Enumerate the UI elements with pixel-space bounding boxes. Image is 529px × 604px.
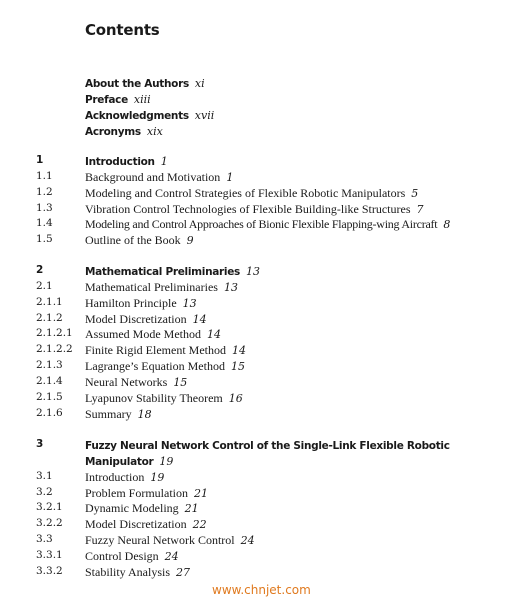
section-number: 1.1 — [36, 169, 53, 182]
section-row[interactable] — [36, 548, 529, 564]
front-matter-item[interactable] — [85, 75, 214, 91]
page-number: 1 — [226, 170, 234, 184]
section-title: Assumed Mode Method — [85, 327, 201, 342]
section-title: Lyapunov Stability Theorem — [85, 390, 223, 405]
section-title: Background and Motivation — [85, 169, 221, 184]
section-number: 1.2 — [36, 185, 53, 198]
page-number: 13 — [223, 280, 238, 294]
chapter-heading[interactable] — [36, 437, 529, 453]
page-number: xvii — [194, 109, 215, 122]
section-title: Problem Formulation — [85, 485, 188, 500]
section-title: Stability Analysis — [85, 564, 171, 579]
section-row[interactable] — [36, 279, 529, 295]
chapter-number: 3 — [36, 438, 44, 450]
section-number: 3.1 — [36, 469, 53, 482]
chapter-2 — [36, 263, 529, 421]
page-number: 21 — [194, 486, 208, 500]
section-title: Neural Networks — [85, 374, 168, 389]
page-number: 19 — [159, 454, 174, 468]
section-number: 2.1.4 — [36, 374, 63, 387]
section-row[interactable] — [36, 311, 529, 327]
section-row[interactable] — [36, 216, 529, 232]
section-number: 3.2 — [36, 485, 53, 498]
front-matter-list — [85, 75, 214, 139]
page-number: 24 — [164, 549, 179, 563]
section-title: Modeling and Control Approaches of Bionic Flexible Flapping-wing Aircraft — [85, 217, 438, 232]
page-number: 1 — [160, 155, 168, 168]
section-row[interactable] — [36, 390, 529, 406]
section-number: 3.3.2 — [36, 564, 63, 577]
section-row[interactable] — [36, 532, 529, 548]
section-title: Dynamic Modeling — [85, 501, 179, 516]
section-number: 2.1 — [36, 279, 53, 292]
section-row[interactable] — [36, 406, 529, 422]
chapter-title: Mathematical Preliminaries — [85, 266, 241, 278]
section-title: Model Discretization — [85, 311, 187, 326]
chapter-title: Introduction — [85, 156, 155, 168]
page-number: 24 — [240, 534, 255, 548]
section-number: 1.3 — [36, 201, 53, 214]
section-row[interactable] — [36, 469, 529, 485]
section-title: Summary — [85, 406, 132, 421]
page-number: 27 — [176, 565, 191, 579]
section-number: 1.4 — [36, 217, 53, 230]
front-matter-item[interactable] — [85, 91, 214, 107]
page-number: 15 — [230, 360, 245, 374]
chapter-3 — [36, 437, 529, 580]
front-matter-item[interactable] — [85, 123, 214, 139]
chapter-number: 2 — [36, 264, 44, 276]
page-number: 5 — [411, 186, 419, 200]
page-number: 22 — [192, 518, 207, 532]
section-title: Hamilton Principle — [85, 295, 177, 310]
section-number: 3.2.2 — [36, 517, 63, 530]
watermark: www.chnjet.com — [212, 583, 311, 597]
section-title: Fuzzy Neural Network Control — [85, 533, 235, 548]
section-number: 2.1.2 — [36, 311, 63, 324]
front-matter-label: Acknowledgments — [85, 110, 189, 122]
section-title: Outline of the Book — [85, 233, 181, 248]
page-number: xix — [146, 125, 163, 138]
page-number: 21 — [184, 502, 199, 516]
section-title: Mathematical Preliminaries — [85, 279, 218, 294]
chapter-title-line-1: Fuzzy Neural Network Control of the Single-Link Flexible Robotic — [85, 440, 450, 452]
section-row[interactable] — [36, 295, 529, 311]
section-row[interactable] — [36, 358, 529, 374]
chapter-title-line-2: Manipulator — [85, 455, 154, 468]
page-number: xiii — [133, 93, 151, 106]
section-row[interactable] — [36, 374, 529, 390]
page-number: 14 — [192, 312, 207, 326]
section-number: 2.1.6 — [36, 406, 63, 419]
section-row[interactable] — [36, 326, 529, 342]
chapter-heading-continued[interactable] — [36, 453, 529, 469]
section-row[interactable] — [36, 232, 529, 248]
page-number: 13 — [246, 265, 261, 278]
section-title: Model Discretization — [85, 517, 187, 532]
section-row[interactable] — [36, 500, 529, 516]
page-number: 14 — [232, 344, 246, 358]
section-number: 2.1.3 — [36, 359, 63, 372]
page-title: Contents — [85, 21, 160, 39]
section-row[interactable] — [36, 201, 529, 217]
section-row[interactable] — [36, 564, 529, 580]
section-number: 3.3.1 — [36, 548, 63, 561]
page-number: 15 — [173, 375, 188, 389]
section-number: 3.3 — [36, 533, 53, 546]
section-number: 3.2.1 — [36, 501, 63, 514]
section-row[interactable] — [36, 485, 529, 501]
chapter-number: 1 — [36, 154, 44, 166]
page-number: 19 — [150, 470, 165, 484]
front-matter-label: Preface — [85, 94, 128, 106]
front-matter-label: Acronyms — [85, 126, 141, 138]
section-row[interactable] — [36, 185, 529, 201]
section-number: 2.1.2.1 — [36, 327, 73, 340]
page-number: xi — [194, 77, 205, 90]
section-number: 1.5 — [36, 233, 53, 246]
page-number: 9 — [186, 234, 194, 248]
page-number: 8 — [443, 218, 451, 232]
section-row[interactable] — [36, 342, 529, 358]
section-number: 2.1.5 — [36, 390, 63, 403]
section-number: 2.1.2.2 — [36, 343, 73, 356]
page-number: 14 — [207, 328, 221, 342]
section-title: Modeling and Control Strategies of Flexible Robotic Manipulators — [85, 185, 406, 200]
section-title: Vibration Control Technologies of Flexible Building-like Structures — [85, 201, 411, 216]
section-title: Finite Rigid Element Method — [85, 343, 226, 358]
section-row[interactable] — [36, 516, 529, 532]
front-matter-item[interactable] — [85, 107, 214, 123]
page-number: 7 — [416, 202, 424, 216]
section-title: Introduction — [85, 469, 145, 484]
section-title: Control Design — [85, 548, 159, 563]
page-number: 18 — [137, 407, 152, 421]
section-number: 2.1.1 — [36, 295, 63, 308]
chapter-heading[interactable] — [36, 153, 529, 169]
page-number: 13 — [182, 296, 197, 310]
section-row[interactable] — [36, 169, 529, 185]
front-matter-label: About the Authors — [85, 78, 189, 90]
chapter-1 — [36, 153, 529, 248]
section-title: Lagrange’s Equation Method — [85, 359, 225, 374]
page-number: 16 — [228, 391, 243, 405]
chapter-heading[interactable] — [36, 263, 529, 279]
